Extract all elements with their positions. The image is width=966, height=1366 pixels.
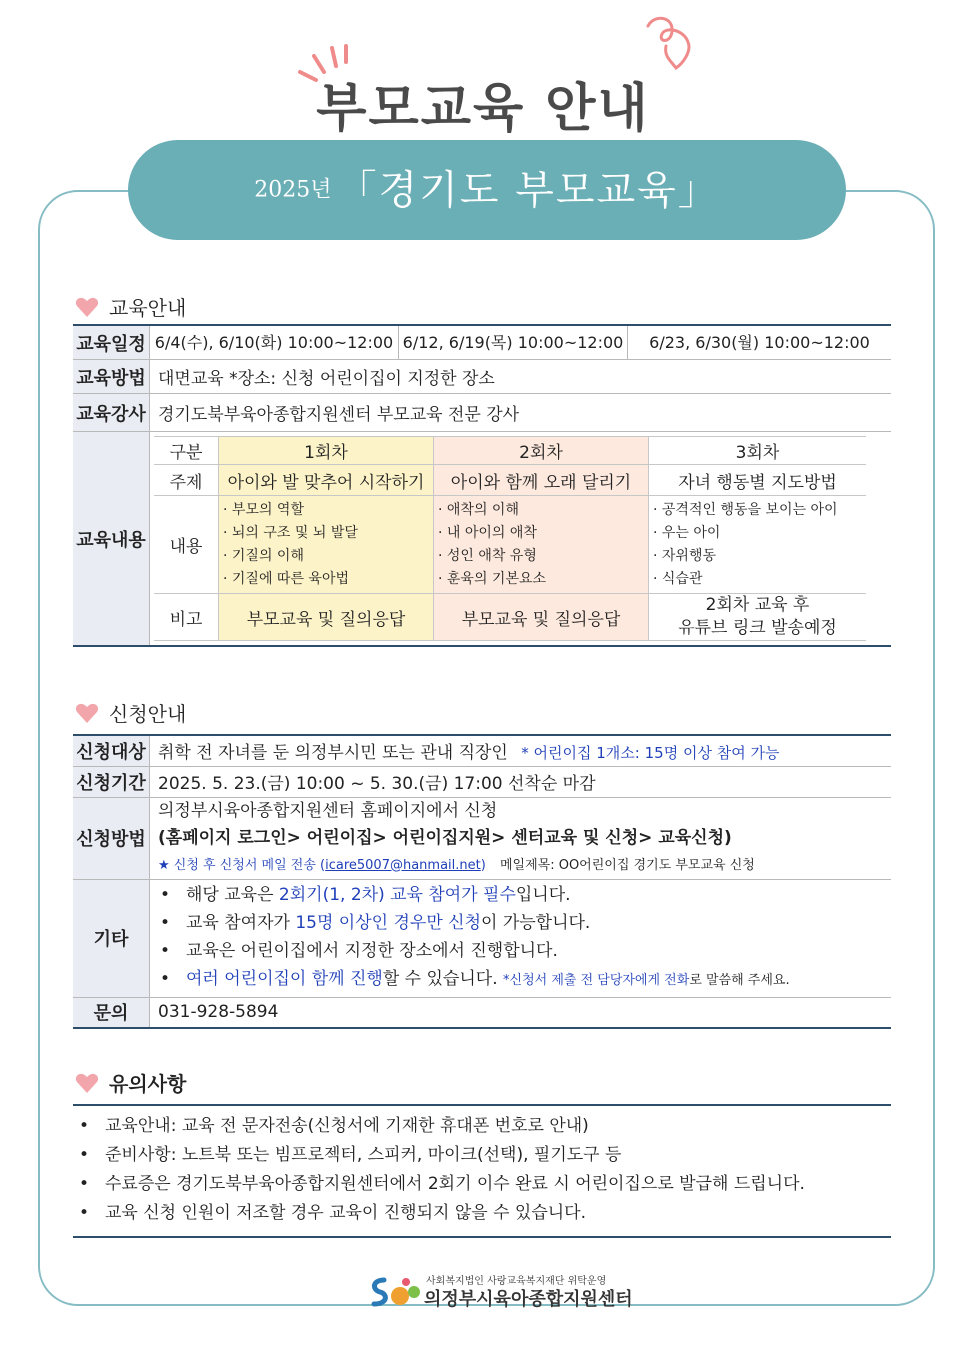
instructor-row xyxy=(73,394,891,432)
section-title: 유의사항 xyxy=(109,1072,187,1096)
mail-instruction-close: ) xyxy=(480,857,486,873)
education-info-table xyxy=(73,324,891,647)
mail-subject: 메일제목: OO어린이집 경기도 부모교육 신청 xyxy=(499,857,755,873)
instructor-value: 경기도북부육아종합지원센터 부모교육 전문 강사 xyxy=(150,394,892,432)
detail-item: · 내 아이의 애착 xyxy=(438,522,644,545)
header-cell: 구분 xyxy=(154,437,219,465)
notes-item: • 준비사항: 노트북 또는 빔프로젝터, 스피커, 마이크(선택), 필기도구 등 xyxy=(73,1141,891,1170)
section-heading-education xyxy=(75,292,186,321)
section-title: 신청안내 xyxy=(109,702,187,726)
contact-phone: 031-928-5894 xyxy=(150,997,892,1028)
heart-icon xyxy=(75,296,99,318)
row-label: 교육강사 xyxy=(73,394,150,432)
row-label: 신청방법 xyxy=(73,797,150,879)
footer-org-name: 의정부시육아종합지원센터 xyxy=(424,1289,633,1310)
topic-cell: 아이와 함께 오래 달리기 xyxy=(434,465,649,496)
detail-item: · 기질에 따른 육아법 xyxy=(223,568,429,591)
row-label: 교육일정 xyxy=(73,325,150,360)
mail-instruction: ★ 신청 후 신청서 메일 전송 ( xyxy=(158,857,326,873)
note-line: 유튜브 링크 발송예정 xyxy=(678,618,837,638)
notes-item: • 수료증은 경기도북부육아종합지원센터에서 2회기 이수 완료 시 어린이집으로 발급해 드립니다. xyxy=(73,1170,891,1199)
apply-method-line: 의정부시육아종합지원센터 홈페이지에서 신청 xyxy=(158,800,498,821)
detail-item: · 공격적인 행동을 보이는 아이 xyxy=(653,499,862,522)
detail-item: · 훈육의 기본요소 xyxy=(438,568,644,591)
application-info-table xyxy=(73,734,891,1029)
etc-item: • 교육 참여자가 15명 이상인 경우만 신청이 가능합니다. xyxy=(154,909,887,937)
etc-row xyxy=(73,879,891,997)
notes-item: • 교육안내: 교육 전 문자전송(신청서에 기재한 휴대폰 번호로 안내) xyxy=(73,1112,891,1141)
method-row xyxy=(73,360,891,394)
detail-item: · 성인 애착 유형 xyxy=(438,545,644,568)
row-label: 신청대상 xyxy=(73,735,150,766)
schedule-slot: 6/4(수), 6/10(화) 10:00~12:00 xyxy=(150,326,399,359)
heart-icon xyxy=(75,1072,99,1094)
detail-item: · 자위행동 xyxy=(653,545,862,568)
detail-item: · 뇌의 구조 및 뇌 발달 xyxy=(223,522,429,545)
curriculum-table xyxy=(154,436,866,641)
row-label: 주제 xyxy=(154,465,219,496)
apply-method-row xyxy=(73,797,891,879)
curriculum-header-row xyxy=(154,437,866,465)
contact-row xyxy=(73,997,891,1028)
row-label: 문의 xyxy=(73,997,150,1028)
row-label: 교육내용 xyxy=(73,432,150,647)
note-line: 2회차 교육 후 xyxy=(705,595,810,615)
heart-doodle-icon xyxy=(640,12,700,72)
page-title: 부모교육 안내 xyxy=(316,79,650,139)
note-cell xyxy=(649,594,867,641)
notes-item: • 교육 신청 인원이 저조할 경우 교육이 진행되지 않을 수 있습니다. xyxy=(73,1199,891,1228)
program-banner xyxy=(128,140,846,240)
row-label: 내용 xyxy=(154,496,219,594)
detail-item: · 우는 아이 xyxy=(653,522,862,545)
heart-icon xyxy=(75,702,99,724)
etc-item: • 교육은 어린이집에서 지정한 장소에서 진행합니다. xyxy=(154,937,887,965)
detail-list xyxy=(438,499,644,591)
schedule-row xyxy=(73,325,891,360)
footer-subtitle: 사회복지법인 사랑교육복지재단 위탁운영 xyxy=(426,1276,607,1287)
header-cell: 2회차 xyxy=(434,437,649,465)
content-row xyxy=(73,432,891,647)
period-value: 2025. 5. 23.(금) 10:00 ~ 5. 30.(금) 17:00 선착순 마감 xyxy=(150,766,892,797)
method-value: 대면교육 *장소: 신청 어린이집이 지정한 장소 xyxy=(150,360,892,394)
note-cell: 부모교육 및 질의응답 xyxy=(434,594,649,641)
notes-box xyxy=(73,1104,891,1238)
topic-cell: 자녀 행동별 지도방법 xyxy=(649,465,867,496)
period-row xyxy=(73,766,891,797)
header-cell: 1회차 xyxy=(219,437,434,465)
center-logo-icon xyxy=(370,1274,422,1310)
note-cell: 부모교육 및 질의응답 xyxy=(219,594,434,641)
target-row xyxy=(73,735,891,766)
email-link[interactable]: icare5007@hanmail.net xyxy=(325,857,481,873)
detail-list xyxy=(653,499,862,591)
header-cell: 3회차 xyxy=(649,437,867,465)
row-label: 신청기간 xyxy=(73,766,150,797)
row-label: 비고 xyxy=(154,594,219,641)
schedule-slot: 6/23, 6/30(월) 10:00~12:00 xyxy=(649,333,870,352)
schedule-slot: 6/12, 6/19(목) 10:00~12:00 xyxy=(399,326,628,359)
section-heading-application xyxy=(75,698,186,727)
note-row xyxy=(154,594,866,641)
notes-list xyxy=(73,1112,891,1228)
row-label: 기타 xyxy=(73,879,150,997)
section-title: 교육안내 xyxy=(109,296,187,320)
detail-row xyxy=(154,496,866,594)
target-value: 취학 전 자녀를 둔 의정부시민 또는 관내 직장인 xyxy=(158,743,508,764)
topic-row xyxy=(154,465,866,496)
banner-program-name: 「경기도 부모교육」 xyxy=(336,167,720,214)
apply-method-path: (홈페이지 로그인> 어린이집> 어린이집지원> 센터교육 및 신청> 교육신청) xyxy=(158,827,732,848)
detail-item: · 기질의 이해 xyxy=(223,545,429,568)
detail-list xyxy=(223,499,429,591)
topic-cell: 아이와 발 맞추어 시작하기 xyxy=(219,465,434,496)
etc-list xyxy=(154,881,887,995)
target-note: * 어린이집 1개소: 15명 이상 참여 가능 xyxy=(521,744,780,763)
detail-item: · 식습관 xyxy=(653,568,862,591)
section-heading-notes xyxy=(75,1068,186,1097)
detail-item: · 애착의 이해 xyxy=(438,499,644,522)
etc-item: • 여러 어린이집이 함께 진행할 수 있습니다. *신청서 제출 전 담당자에게 전화로 말씀해 주세요. xyxy=(154,965,887,995)
detail-item: · 부모의 역할 xyxy=(223,499,429,522)
row-label: 교육방법 xyxy=(73,360,150,394)
footer-logo xyxy=(370,1272,650,1312)
banner-year: 2025년 xyxy=(254,177,332,203)
etc-item: • 해당 교육은 2회기(1, 2차) 교육 참여가 필수입니다. xyxy=(154,881,887,909)
